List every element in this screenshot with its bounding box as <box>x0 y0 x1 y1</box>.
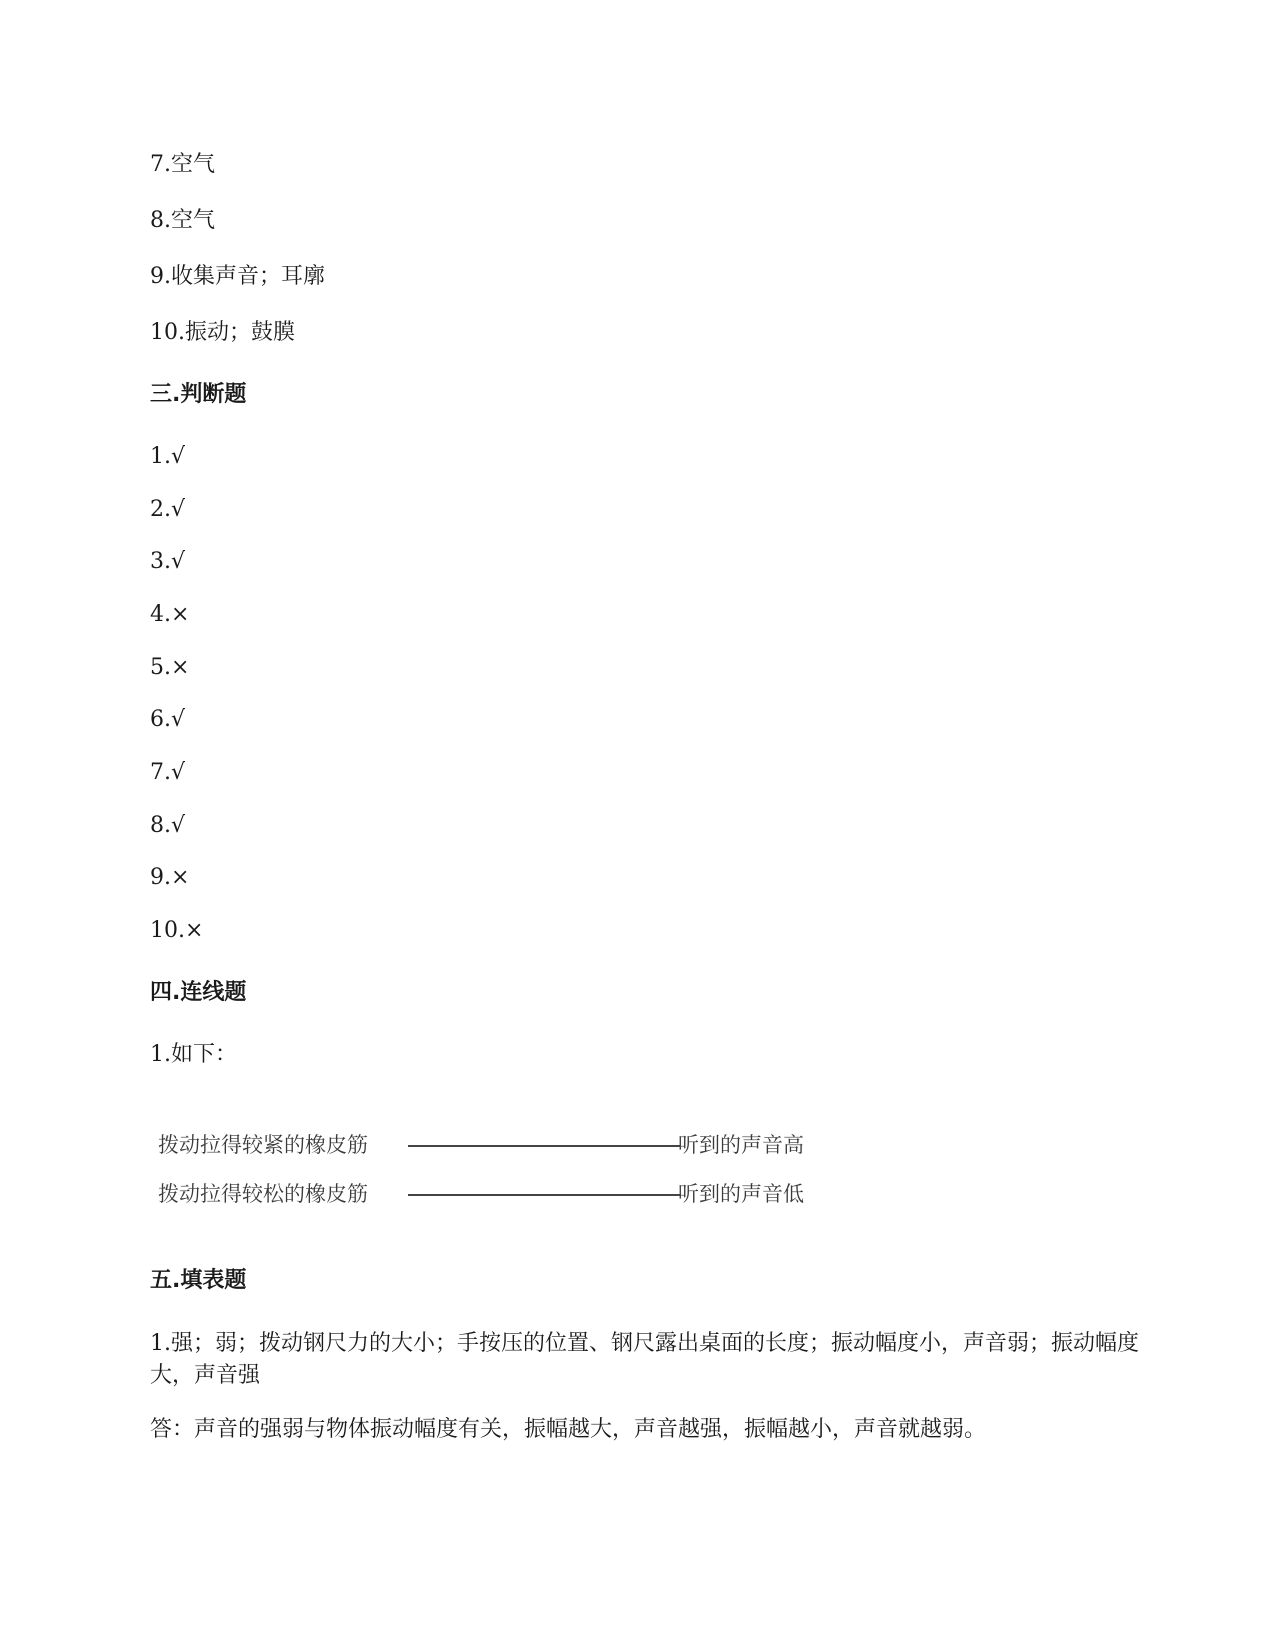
explanation-paragraph: 答：声音的强弱与物体振动幅度有关，振幅越大，声音越强，振幅越小，声音就越弱。 <box>150 1417 987 1442</box>
section-heading: 三.判断题 <box>150 382 247 407</box>
answer-line: 1.√ <box>150 444 186 469</box>
match-left-item: 拨动拉得较松的橡皮筋 <box>158 1182 368 1206</box>
match-connector-line <box>408 1145 680 1147</box>
answer-line: 10.× <box>150 918 204 943</box>
answer-line: 8.√ <box>150 813 186 838</box>
answer-line: 1.如下： <box>150 1042 237 1067</box>
match-right-item: 听到的声音高 <box>678 1133 804 1157</box>
answer-line: 10.振动；鼓膜 <box>150 320 295 345</box>
answer-line: 5.× <box>150 655 190 680</box>
answer-line: 2.√ <box>150 497 186 522</box>
answer-paragraph: 1.强；弱；拨动钢尺力的大小；手按压的位置、钢尺露出桌面的长度；振动幅度小，声音弱；振动幅度大，声音强 <box>150 1331 1139 1388</box>
match-connector-line <box>408 1194 680 1196</box>
answer-line: 3.√ <box>150 549 186 574</box>
answer-line: 7.空气 <box>150 152 215 177</box>
section-heading: 五.填表题 <box>150 1268 247 1293</box>
answer-line: 9.收集声音；耳廓 <box>150 264 325 289</box>
matching-figure <box>150 1130 850 1230</box>
match-right-item: 听到的声音低 <box>678 1182 804 1206</box>
section-heading: 四.连线题 <box>150 980 247 1005</box>
answer-line: 4.× <box>150 602 190 627</box>
answer-line: 9.× <box>150 865 190 890</box>
match-left-item: 拨动拉得较紧的橡皮筋 <box>158 1133 368 1157</box>
answer-line: 7.√ <box>150 760 186 785</box>
answer-line: 6.√ <box>150 707 186 732</box>
answer-line: 8.空气 <box>150 208 215 233</box>
